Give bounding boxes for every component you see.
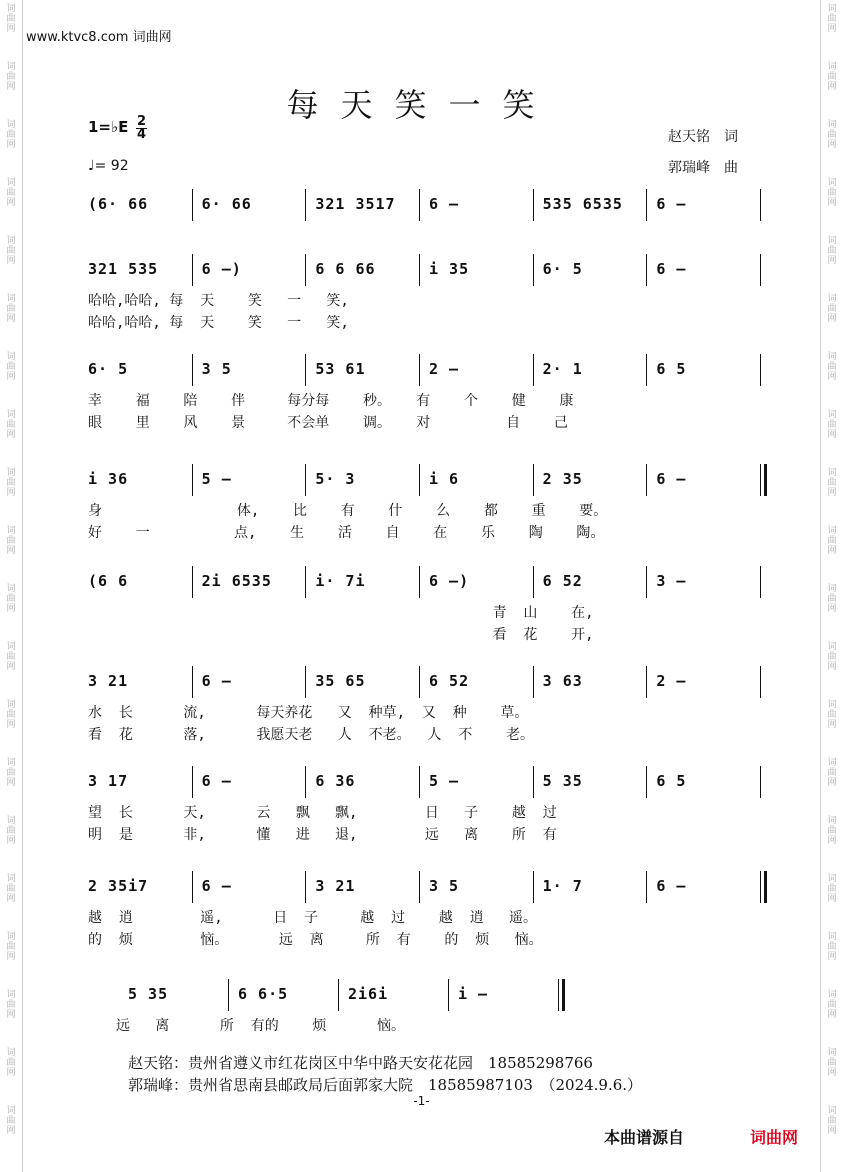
watermark-text: 词曲网: [6, 120, 16, 150]
measure: 6 6·5: [238, 985, 289, 1003]
bar-line: [646, 766, 647, 798]
bar-line: [419, 254, 420, 286]
measure: i 36: [88, 470, 129, 488]
bar-line: [419, 566, 420, 598]
bar-line: [192, 254, 193, 286]
bar-line: [533, 566, 534, 598]
watermark-text: 词曲网: [827, 1048, 837, 1078]
watermark-text: 词曲网: [6, 468, 16, 498]
bar-line: [760, 871, 761, 903]
watermark-text: 词曲网: [6, 294, 16, 324]
watermark-text: 词曲网: [827, 758, 837, 788]
measure: 5 –: [201, 470, 232, 488]
watermark-text: 词曲网: [827, 990, 837, 1020]
final-bar-line: [764, 464, 767, 496]
measure: 321 535: [88, 260, 159, 278]
measure: 6 –: [201, 672, 232, 690]
lyric-line: 明 是 非, 懂 进 退, 远 离 所 有: [88, 827, 557, 843]
watermark-text: 词曲网: [827, 236, 837, 266]
measure: 3 63: [542, 672, 583, 690]
site-url[interactable]: www.ktvc8.com 词曲网: [26, 30, 172, 45]
note-line: [78, 360, 760, 382]
composer-credit: 郭瑞峰 曲: [668, 160, 738, 176]
lyric-line: 看 花 落, 我愿天老 人 不老。 人 不 老。: [88, 727, 535, 743]
watermark-text: 词曲网: [6, 236, 16, 266]
measure: 5 35: [128, 985, 169, 1003]
measure: 6· 5: [88, 360, 129, 378]
bar-line: [192, 189, 193, 221]
page-number: -1-: [413, 1094, 430, 1108]
bar-line: [419, 766, 420, 798]
measure: 6 36: [315, 772, 356, 790]
watermark-text: 词曲网: [6, 352, 16, 382]
measure: 6 –: [656, 470, 687, 488]
footer-contact-composer: 郭瑞峰：贵州省思南县邮政局后面郭家大院 18585987103 （2024.9.6.）: [128, 1076, 643, 1094]
watermark-text: 词曲网: [6, 816, 16, 846]
measure: 1· 7: [542, 877, 583, 895]
watermark-text: 词曲网: [827, 410, 837, 440]
bar-line: [419, 871, 420, 903]
bar-line: [646, 666, 647, 698]
bar-line: [419, 189, 420, 221]
bar-line: [338, 979, 339, 1011]
bar-line: [305, 566, 306, 598]
bar-line: [646, 464, 647, 496]
lyric-line: 好 一 点, 生 活 自 在 乐 陶 陶。: [88, 525, 605, 541]
watermark-text: 词曲网: [827, 352, 837, 382]
watermark-text: 词曲网: [827, 584, 837, 614]
watermark-text: 词曲网: [6, 932, 16, 962]
lyric-line: 的 烦 恼。 远 离 所 有 的 烦 恼。: [88, 932, 543, 948]
lyric-line: 看 花 开,: [88, 627, 594, 643]
watermark-text: 词曲网: [6, 874, 16, 904]
source-site-link[interactable]: 词曲网: [750, 1128, 799, 1147]
bar-line: [760, 464, 761, 496]
measure: 6· 5: [542, 260, 583, 278]
measure: 2· 1: [542, 360, 583, 378]
measure: i –: [458, 985, 489, 1003]
measure: 53 61: [315, 360, 366, 378]
bar-line: [419, 354, 420, 386]
note-line: [78, 672, 760, 694]
bar-line: [760, 354, 761, 386]
bar-line: [419, 464, 420, 496]
watermark-text: 词曲网: [6, 642, 16, 672]
measure: 2 35: [542, 470, 583, 488]
measure: 3 17: [88, 772, 129, 790]
watermark-text: 词曲网: [6, 990, 16, 1020]
bar-line: [305, 766, 306, 798]
lyricist-credit: 赵天铭 词: [668, 129, 738, 145]
watermark-text: 词曲网: [6, 62, 16, 92]
watermark-text: 词曲网: [6, 1048, 16, 1078]
song-title: 每天笑一笑: [286, 86, 557, 124]
watermark-text: 词曲网: [827, 526, 837, 556]
measure: 3 21: [315, 877, 356, 895]
measure: 3 –: [656, 572, 687, 590]
bar-line: [533, 666, 534, 698]
watermark-text: 词曲网: [827, 178, 837, 208]
measure: 6 –: [201, 877, 232, 895]
bar-line: [533, 464, 534, 496]
bar-line: [192, 354, 193, 386]
bar-line: [760, 189, 761, 221]
watermark-text: 词曲网: [6, 584, 16, 614]
bar-line: [533, 354, 534, 386]
measure: (6· 66: [88, 195, 149, 213]
lyric-line: 水 长 流, 每天养花 又 种草, 又 种 草。: [88, 705, 529, 721]
bar-line: [558, 979, 559, 1011]
measure: 3 5: [429, 877, 460, 895]
bar-line: [228, 979, 229, 1011]
measure: 2i6i: [348, 985, 389, 1003]
bar-line: [305, 354, 306, 386]
measure: 6 –: [656, 195, 687, 213]
lyric-line: 身 体, 比 有 什 么 都 重 要。: [88, 503, 608, 519]
watermark-text: 词曲网: [6, 526, 16, 556]
measure: 5 –: [429, 772, 460, 790]
note-line: [78, 985, 760, 1007]
watermark-text: 词曲网: [6, 410, 16, 440]
bar-line: [192, 464, 193, 496]
note-line: [78, 772, 760, 794]
bar-line: [646, 189, 647, 221]
note-line: [78, 877, 760, 899]
bar-line: [419, 666, 420, 698]
measure: 3 21: [88, 672, 129, 690]
measure: 2 –: [656, 672, 687, 690]
watermark-text: 词曲网: [827, 4, 837, 34]
bar-line: [760, 766, 761, 798]
measure: 6 –): [429, 572, 470, 590]
watermark-text: 词曲网: [827, 1106, 837, 1136]
lyric-line: 青 山 在,: [88, 605, 594, 621]
lyric-line: 哈哈,哈哈, 每 天 笑 一 笑,: [88, 315, 349, 331]
measure: 5 35: [542, 772, 583, 790]
watermark-text: 词曲网: [6, 1106, 16, 1136]
watermark-text: 词曲网: [827, 932, 837, 962]
note-line: [78, 572, 760, 594]
measure: i· 7i: [315, 572, 366, 590]
watermark-text: 词曲网: [827, 700, 837, 730]
measure: 6 52: [542, 572, 583, 590]
watermark-text: 词曲网: [827, 468, 837, 498]
watermark-text: 词曲网: [827, 62, 837, 92]
lyric-line: 远 离 所 有的 烦 恼。: [116, 1018, 406, 1034]
watermark-text: 词曲网: [827, 816, 837, 846]
note-line: [78, 470, 760, 492]
measure: 321 3517: [315, 195, 396, 213]
bar-line: [448, 979, 449, 1011]
measure: (6 6: [88, 572, 129, 590]
measure: 6· 66: [201, 195, 252, 213]
measure: 6 52: [429, 672, 470, 690]
note-line: [78, 195, 760, 217]
bar-line: [305, 189, 306, 221]
bar-line: [646, 871, 647, 903]
measure: 6 –: [656, 877, 687, 895]
watermark-text: 词曲网: [6, 700, 16, 730]
bar-line: [533, 871, 534, 903]
measure: 6 –: [656, 260, 687, 278]
measure: i 35: [429, 260, 470, 278]
bar-line: [760, 666, 761, 698]
lyric-line: 哈哈,哈哈, 每 天 笑 一 笑,: [88, 293, 349, 309]
lyric-line: 越 逍 遥, 日 子 越 过 越 逍 遥。: [88, 910, 538, 926]
measure: 535 6535: [542, 195, 623, 213]
measure: 35 65: [315, 672, 366, 690]
bar-line: [305, 666, 306, 698]
measure: i 6: [429, 470, 460, 488]
bar-line: [760, 566, 761, 598]
final-bar-line: [764, 871, 767, 903]
watermark-text: 词曲网: [6, 758, 16, 788]
bar-line: [760, 254, 761, 286]
bar-line: [192, 766, 193, 798]
bar-line: [646, 254, 647, 286]
bar-line: [533, 766, 534, 798]
bar-line: [305, 254, 306, 286]
measure: 6 5: [656, 772, 687, 790]
measure: 2i 6535: [201, 572, 272, 590]
watermark-text: 词曲网: [6, 4, 16, 34]
measure: 6 –: [201, 772, 232, 790]
watermark-text: 词曲网: [827, 120, 837, 150]
lyric-line: 幸 福 陪 伴 每分每 秒。 有 个 健 康: [88, 393, 574, 409]
bar-line: [192, 871, 193, 903]
bar-line: [533, 254, 534, 286]
measure: 6 –): [201, 260, 242, 278]
watermark-text: 词曲网: [827, 874, 837, 904]
watermark-text: 词曲网: [827, 294, 837, 324]
measure: 2 –: [429, 360, 460, 378]
source-label: 本曲谱源自: [604, 1128, 685, 1147]
watermark-text: 词曲网: [6, 178, 16, 208]
time-signature: 2 4: [136, 114, 147, 142]
bar-line: [192, 566, 193, 598]
lyric-line: 眼 里 风 景 不会单 调。 对 自 己: [88, 415, 568, 431]
bar-line: [533, 189, 534, 221]
measure: 6 5: [656, 360, 687, 378]
footer-contact-lyricist: 赵天铭：贵州省遵义市红花岗区中华中路天安花花园 18585298766: [128, 1054, 593, 1072]
lyric-line: 望 长 天, 云 飘 飘, 日 子 越 过: [88, 805, 557, 821]
bar-line: [646, 566, 647, 598]
bar-line: [646, 354, 647, 386]
measure: 3 5: [201, 360, 232, 378]
tempo-marking: ♩= 92: [88, 158, 129, 174]
watermark-text: 词曲网: [827, 642, 837, 672]
measure: 6 6 66: [315, 260, 376, 278]
measure: 5· 3: [315, 470, 356, 488]
bar-line: [305, 464, 306, 496]
measure: 6 –: [429, 195, 460, 213]
bar-line: [305, 871, 306, 903]
note-line: [78, 260, 760, 282]
key-signature: 1=♭E: [88, 118, 129, 136]
final-bar-line: [562, 979, 565, 1011]
bar-line: [192, 666, 193, 698]
measure: 2 35i7: [88, 877, 149, 895]
